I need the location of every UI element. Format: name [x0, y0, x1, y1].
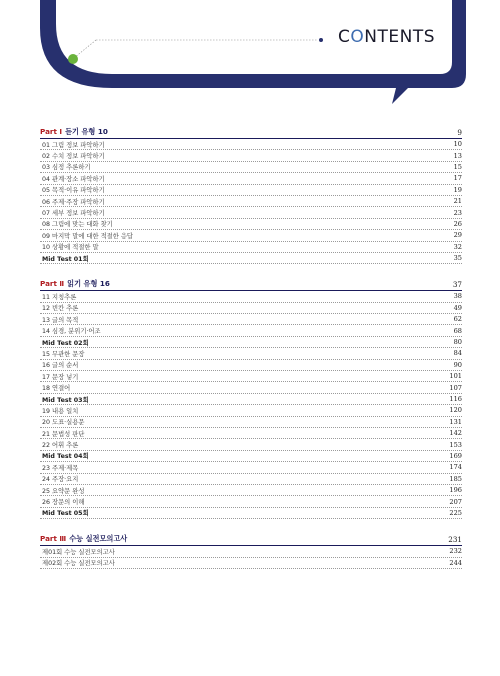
toc-entry [40, 360, 462, 371]
toc-entry [40, 508, 462, 519]
toc-entry-page: 13 [453, 151, 462, 160]
toc-entry-label: 21 문법성 판단 [42, 430, 85, 438]
toc-entry [40, 439, 462, 450]
toc-entry [40, 474, 462, 485]
toc-entry [40, 558, 462, 569]
toc-entry-page: 35 [453, 254, 462, 263]
toc-entry-label: 25 요약문 완성 [42, 487, 85, 495]
toc-entry-label: 20 도표·실용문 [42, 419, 85, 427]
section-page-number: 9 [457, 128, 462, 137]
toc-entry-page: 26 [453, 219, 462, 228]
toc-entry-label: Mid Test 02회 [42, 339, 89, 347]
section-page-number: 231 [448, 535, 462, 545]
section-header [40, 277, 462, 291]
toc-section [40, 532, 462, 569]
toc-entry-page: 21 [453, 197, 462, 206]
section-part-label: Part Ⅰ [40, 127, 63, 136]
toc-entry-label: Mid Test 03회 [42, 396, 89, 404]
toc-entry [40, 405, 462, 416]
toc-entry-label: 제01회 수능 실전모의고사 [42, 548, 115, 556]
section-name: 듣기 유형 10 [65, 127, 108, 136]
toc-entry [40, 242, 462, 253]
toc-entry-page: 17 [453, 174, 462, 183]
toc-entry-label: 06 주제·주장 파악하기 [42, 198, 105, 206]
toc-entry-label: 08 그림에 맞는 대화 찾기 [42, 221, 113, 229]
toc-entry-label: 04 관계·장소 파악하기 [42, 175, 105, 183]
section-page-number: 37 [452, 280, 462, 290]
toc-entry-page: 23 [453, 208, 462, 217]
toc-entry [40, 253, 462, 264]
toc-entry-page: 244 [449, 558, 462, 567]
toc-entry-page: 169 [449, 451, 462, 460]
toc-section [40, 125, 462, 264]
toc-entry [40, 162, 462, 173]
toc-entry-page: 196 [449, 486, 462, 495]
toc-entry-page: 116 [449, 395, 462, 403]
section-part-label: Part Ⅲ [40, 534, 67, 544]
toc-entry [40, 348, 462, 359]
toc-entry-label: 17 문장 넣기 [42, 373, 79, 381]
toc-entry [40, 219, 462, 230]
toc-entry-label: Mid Test 05회 [42, 510, 89, 518]
toc-entry-page: 101 [449, 372, 462, 381]
toc-entry-page: 207 [449, 497, 462, 506]
toc-entry-label: 07 세부 정보 파악하기 [42, 210, 105, 218]
toc-entry-label: 24 주장·요지 [42, 476, 79, 484]
toc-entry-label: Mid Test 01회 [42, 255, 89, 263]
toc-entry [40, 325, 462, 336]
toc-entry-label: 10 상황에 적절한 말 [42, 244, 99, 252]
toc-entry-label: 16 글의 순서 [42, 362, 79, 370]
toc-entry [40, 291, 462, 302]
banner-shape [0, 0, 500, 110]
toc-entry [40, 173, 462, 184]
section-header [40, 532, 462, 546]
toc-entry-page: 68 [453, 326, 462, 335]
toc-entry [40, 337, 462, 348]
toc-entry-page: 84 [453, 349, 462, 358]
section-name: 읽기 유형 16 [67, 279, 110, 289]
toc-entry-label: 12 빈칸 추론 [42, 305, 79, 313]
toc-entry-label: 23 주제·제목 [42, 464, 79, 472]
toc-entry [40, 371, 462, 382]
toc-entry [40, 230, 462, 241]
header-banner [0, 0, 500, 110]
toc-entry-page: 107 [449, 383, 462, 392]
toc-entry-label: 09 마지막 말에 대한 적절한 응답 [42, 232, 134, 240]
toc-entry-page: 232 [449, 547, 462, 556]
toc-entry-page: 15 [453, 162, 462, 171]
toc-entry-page: 120 [449, 406, 462, 415]
toc-entry-page: 153 [449, 440, 462, 449]
section-part-label: Part Ⅱ [40, 279, 65, 289]
toc-entry-label: Mid Test 04회 [42, 453, 89, 461]
toc-entry [40, 546, 462, 557]
section-name: 수능 실전모의고사 [69, 534, 128, 544]
toc-entry-page: 19 [453, 185, 462, 194]
toc-entry-page: 174 [449, 463, 462, 472]
toc-entry-page: 32 [453, 242, 462, 251]
toc-entry-label: 22 어휘 추론 [42, 442, 79, 450]
toc-entry-label: 02 수치 정보 파악하기 [42, 153, 105, 161]
toc-entry [40, 417, 462, 428]
toc-entry [40, 394, 462, 405]
toc-entry-page: 142 [449, 429, 462, 438]
toc-entry [40, 139, 462, 150]
toc-entry [40, 428, 462, 439]
toc-entry [40, 207, 462, 218]
toc-entry [40, 382, 462, 393]
toc-entry [40, 314, 462, 325]
toc-entry-page: 80 [453, 338, 462, 347]
toc-entry-label: 01 그림 정보 파악하기 [42, 141, 105, 149]
toc-entry-label: 05 목적·이유 파악하기 [42, 187, 105, 195]
navy-dot-icon [319, 38, 323, 42]
toc-entry-label: 15 무관한 문장 [42, 350, 85, 358]
toc-entry [40, 150, 462, 161]
toc-entry [40, 185, 462, 196]
green-dot-icon [68, 54, 78, 64]
toc-entry [40, 196, 462, 207]
toc-entry-page: 38 [453, 292, 462, 301]
toc-entry [40, 496, 462, 507]
toc-section [40, 277, 462, 519]
toc-entry-label: 13 글의 목적 [42, 316, 79, 324]
toc-entry-page: 225 [449, 508, 462, 517]
toc-entry-page: 185 [449, 474, 462, 483]
toc-entry [40, 485, 462, 496]
toc-entry-label: 18 연결어 [42, 385, 71, 393]
toc-entry-page: 49 [453, 303, 462, 312]
toc-entry-label: 26 장문의 이해 [42, 499, 85, 507]
toc-entry-label: 14 심경, 분위기·어조 [42, 328, 101, 336]
toc-sections [40, 125, 462, 582]
toc-entry-label: 19 내용 일치 [42, 407, 79, 415]
page-title: CONTENTS [338, 27, 435, 47]
toc-entry-page: 10 [453, 140, 462, 149]
toc-entry [40, 451, 462, 462]
toc-entry-label: 제02회 수능 실전모의고사 [42, 560, 115, 568]
toc-entry-label: 03 심정 추론하기 [42, 164, 91, 172]
toc-entry-page: 62 [453, 315, 462, 324]
section-header [40, 125, 462, 139]
toc-entry-page: 131 [449, 417, 462, 426]
toc-entry-page: 90 [453, 360, 462, 369]
toc-entry [40, 462, 462, 473]
toc-entry [40, 303, 462, 314]
toc-entry-label: 11 지칭추론 [42, 293, 77, 301]
toc-entry-page: 29 [453, 231, 462, 240]
